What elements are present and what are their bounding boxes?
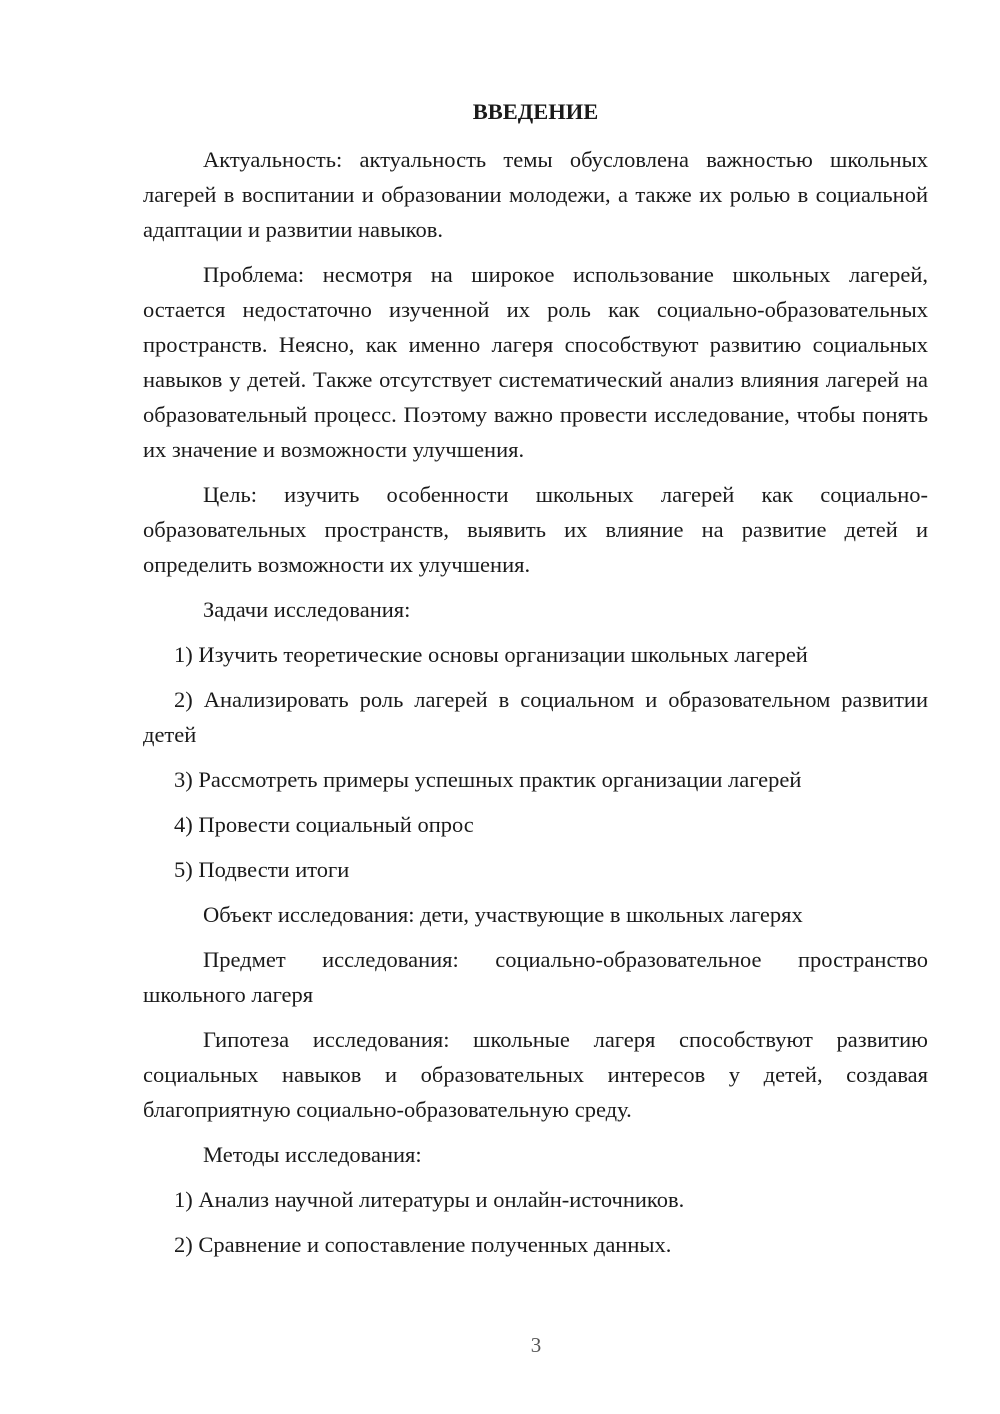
- problem-paragraph: Проблема: несмотря на широкое использование школьных лагерей, остается недостаточно изученной их роль как социально-образовательных пространств. Неясно, как именно лагеря способствуют развитию социальных навыков у детей. Также отсутствует систематический анализ влияния лагерей на образовательный процесс. Поэтому важно провести исследование, чтобы понять их значение и возможности улучшения.: [143, 262, 928, 462]
- tasks-title: Задачи исследования:: [203, 597, 411, 622]
- document-page: [143, 94, 928, 1272]
- method-item-2: 2) Сравнение и сопоставление полученных данных.: [174, 1232, 672, 1257]
- task-item-5: 5) Подвести итоги: [174, 857, 350, 882]
- goal-paragraph: Цель: изучить особенности школьных лагерей как социально-образовательных пространств, выявить их влияние на развитие детей и определить возможности их улучшения.: [143, 482, 928, 577]
- task-item-4: 4) Провести социальный опрос: [174, 812, 474, 837]
- relevance-paragraph: Актуальность: актуальность темы обусловлена важностью школьных лагерей в воспитании и образовании молодежи, а также их ролью в социальной адаптации и развитии навыков.: [143, 147, 928, 242]
- methods-title: Методы исследования:: [203, 1142, 422, 1167]
- task-item-3: 3) Рассмотреть примеры успешных практик организации лагерей: [174, 767, 802, 792]
- task-item-1: 1) Изучить теоретические основы организации школьных лагерей: [174, 642, 808, 667]
- hypothesis-paragraph: Гипотеза исследования: школьные лагеря способствуют развитию социальных навыков и образовательных интересов у детей, создавая благоприятную социально-образовательную среду.: [143, 1027, 928, 1122]
- object-paragraph: Объект исследования: дети, участвующие в школьных лагерях: [203, 902, 803, 927]
- task-item-2: 2) Анализировать роль лагерей в социальном и образовательном развитии детей: [143, 687, 928, 747]
- subject-paragraph: Предмет исследования: социально-образовательное пространство школьного лагеря: [143, 947, 928, 1007]
- page-number: 3: [530, 1333, 542, 1357]
- section-heading: ВВЕДЕНИЕ: [472, 99, 599, 124]
- method-item-1: 1) Анализ научной литературы и онлайн-источников.: [174, 1187, 685, 1212]
